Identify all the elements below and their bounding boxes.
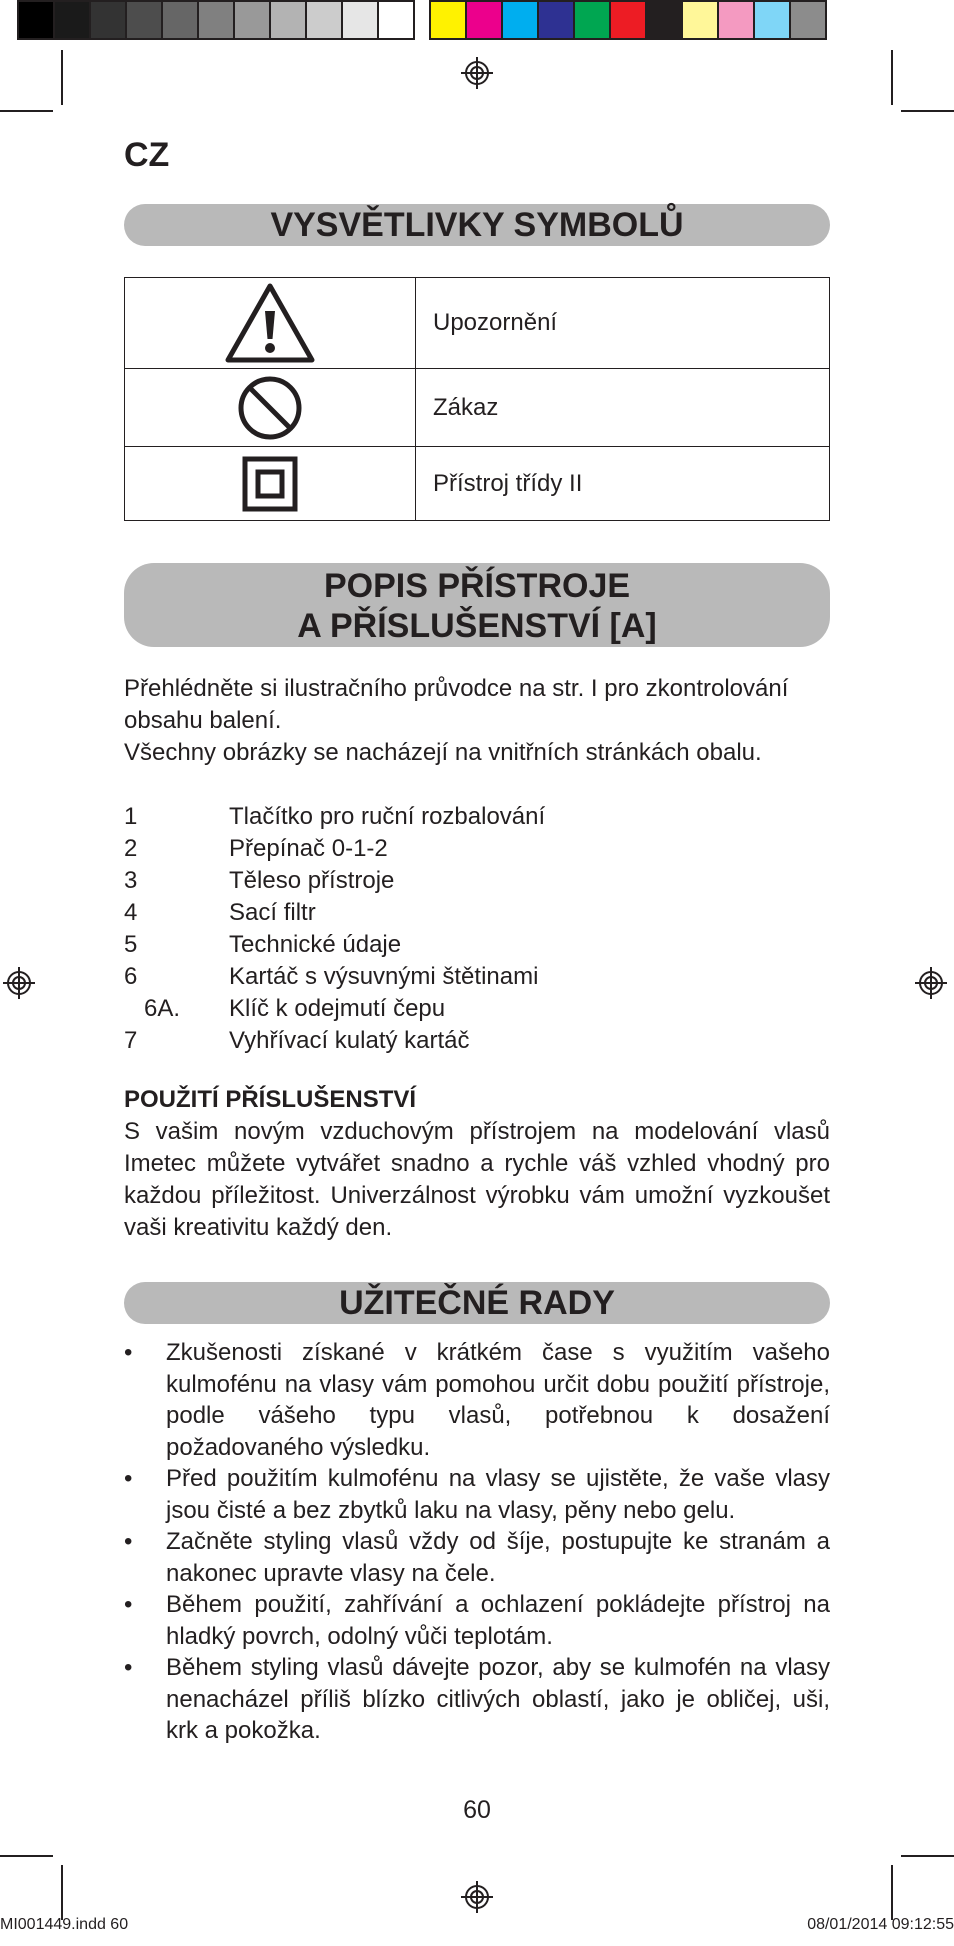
item-text: Těleso přístroje (229, 867, 395, 894)
accessories-block (124, 1084, 830, 1244)
list-item (124, 929, 830, 961)
color-swatch (465, 0, 503, 40)
item-number: 7 (124, 1027, 138, 1054)
color-swatch (681, 0, 719, 40)
date-slug: 08/01/2014 09:12:55 (807, 1916, 954, 1933)
color-swatches (429, 0, 827, 44)
parts-list (124, 801, 830, 1057)
tip-text: Během použití, zahřívání a ochlazení pokládejte přístroj na hladký povrch, odolný vůči teplotám. (166, 1591, 830, 1650)
item-number: 1 (124, 803, 138, 830)
symbol-row (125, 447, 830, 521)
item-number: 6 (124, 963, 138, 990)
color-swatch (17, 0, 55, 40)
crop-mark (0, 1855, 53, 1857)
crop-mark (891, 1865, 893, 1920)
item-number: 4 (124, 899, 138, 926)
bullet-icon: • (124, 1465, 133, 1492)
tip-text: Před použitím kulmofénu na vlasy se ujistěte, že vaše vlasy jsou čisté a bez zbytků laku na vlasy, pěny nebo gelu. (166, 1465, 830, 1524)
color-swatch (53, 0, 91, 40)
item-number: 3 (124, 867, 138, 894)
item-number: 6A. (144, 995, 181, 1022)
symbols-table (124, 277, 830, 521)
bullet-icon: • (124, 1528, 133, 1555)
color-swatch (305, 0, 343, 40)
list-item (124, 833, 830, 865)
color-swatch (753, 0, 791, 40)
item-number: 2 (124, 835, 138, 862)
list-item (124, 993, 830, 1025)
list-item (124, 865, 830, 897)
symbol-label: Upozornění (416, 278, 830, 369)
class-ii-appliance-icon (242, 456, 298, 512)
item-text: Vyhřívací kulatý kartáč (229, 1027, 470, 1054)
accessories-heading: POUŽITÍ PŘÍSLUŠENSTVÍ (124, 1086, 417, 1113)
color-swatch (429, 0, 467, 40)
warning-triangle-icon (223, 281, 317, 365)
symbol-label: Přístroj třídy II (416, 447, 830, 521)
tips-list (124, 1337, 830, 1747)
tip-item (124, 1526, 830, 1589)
section-heading-tips: UŽITEČNÉ RADY (124, 1282, 830, 1324)
accessories-text: S vašim novým vzduchovým přístrojem na modelování vlasů Imetec můžete vytvářet snadno a rychle váš vzhled vhodný pro každou příležitost. Univerzálnost výrobku vám umožní vyzkoušet vaši kreativitu každý den. (124, 1118, 830, 1241)
crop-mark (901, 1855, 954, 1857)
color-swatch (89, 0, 127, 40)
color-swatch (789, 0, 827, 40)
color-swatch (197, 0, 235, 40)
color-swatch (233, 0, 271, 40)
item-text: Tlačítko pro ruční rozbalování (229, 803, 546, 830)
item-text: Technické údaje (229, 931, 402, 958)
registration-mark-icon (460, 56, 494, 90)
symbol-label: Zákaz (416, 369, 830, 447)
language-code: CZ (124, 136, 170, 174)
color-swatch (341, 0, 379, 40)
tip-item (124, 1652, 830, 1747)
item-text: Kartáč s výsuvnými štětinami (229, 963, 539, 990)
tip-item (124, 1589, 830, 1652)
tip-text: Během styling vlasů dávejte pozor, aby se kulmofén na vlasy nenacházel příliš blízko citlivých oblastí, jako je obličej, uši, krk a pokožka. (166, 1654, 830, 1744)
registration-mark-icon (914, 966, 948, 1000)
item-text: Přepínač 0-1-2 (229, 835, 388, 862)
crop-mark (901, 110, 954, 112)
tip-text: Začněte styling vlasů vždy od šíje, postupujte ke stranám a nakonec upravte vlasy na čele. (166, 1528, 830, 1587)
symbol-row (125, 369, 830, 447)
list-item (124, 1025, 830, 1057)
bullet-icon: • (124, 1654, 133, 1681)
color-swatch (717, 0, 755, 40)
tip-text: Zkušenosti získané v krátkém čase s využitím vašeho kulmofénu na vlasy vám pomohou určit dobu použití přístroje, podle vášeho typu vlasů, potřebnou k dosažení požadovaného výsledku. (166, 1339, 830, 1461)
color-swatch (645, 0, 683, 40)
tip-item (124, 1463, 830, 1526)
list-item (124, 961, 830, 993)
list-item (124, 801, 830, 833)
tip-item (124, 1337, 830, 1463)
section-heading-line: A PŘÍSLUŠENSTVÍ [A] (297, 607, 657, 645)
crop-mark (891, 50, 893, 105)
item-number: 5 (124, 931, 138, 958)
color-swatch (377, 0, 415, 40)
bullet-icon: • (124, 1339, 133, 1366)
printer-color-bar (17, 0, 827, 44)
item-text: Klíč k odejmutí čepu (229, 995, 446, 1022)
file-slug: MI001449.indd 60 (0, 1916, 129, 1933)
color-swatch (125, 0, 163, 40)
item-text: Sací filtr (229, 899, 316, 926)
intro-text: Všechny obrázky se nacházejí na vnitřních stránkách obalu. (124, 739, 762, 766)
section-heading-description (124, 563, 830, 647)
crop-mark (61, 1865, 63, 1920)
symbol-row (125, 278, 830, 369)
intro-text: Přehlédněte si ilustračního průvodce na str. I pro zkontrolování obsahu balení. (124, 675, 789, 734)
prohibition-icon (237, 375, 303, 441)
color-swatch (269, 0, 307, 40)
grayscale-swatches (17, 0, 415, 44)
color-swatch (573, 0, 611, 40)
list-item (124, 897, 830, 929)
color-swatch (537, 0, 575, 40)
color-swatch (501, 0, 539, 40)
intro-paragraph (124, 673, 830, 769)
bullet-icon: • (124, 1591, 133, 1618)
section-heading-line: POPIS PŘÍSTROJE (323, 567, 631, 605)
registration-mark-icon (460, 1880, 494, 1914)
color-swatch (161, 0, 199, 40)
crop-mark (61, 50, 63, 105)
section-heading-symbols: VYSVĚTLIVKY SYMBOLŮ (124, 204, 830, 246)
color-swatch (609, 0, 647, 40)
crop-mark (0, 110, 53, 112)
registration-mark-icon (2, 966, 36, 1000)
page-number: 60 (463, 1796, 491, 1824)
